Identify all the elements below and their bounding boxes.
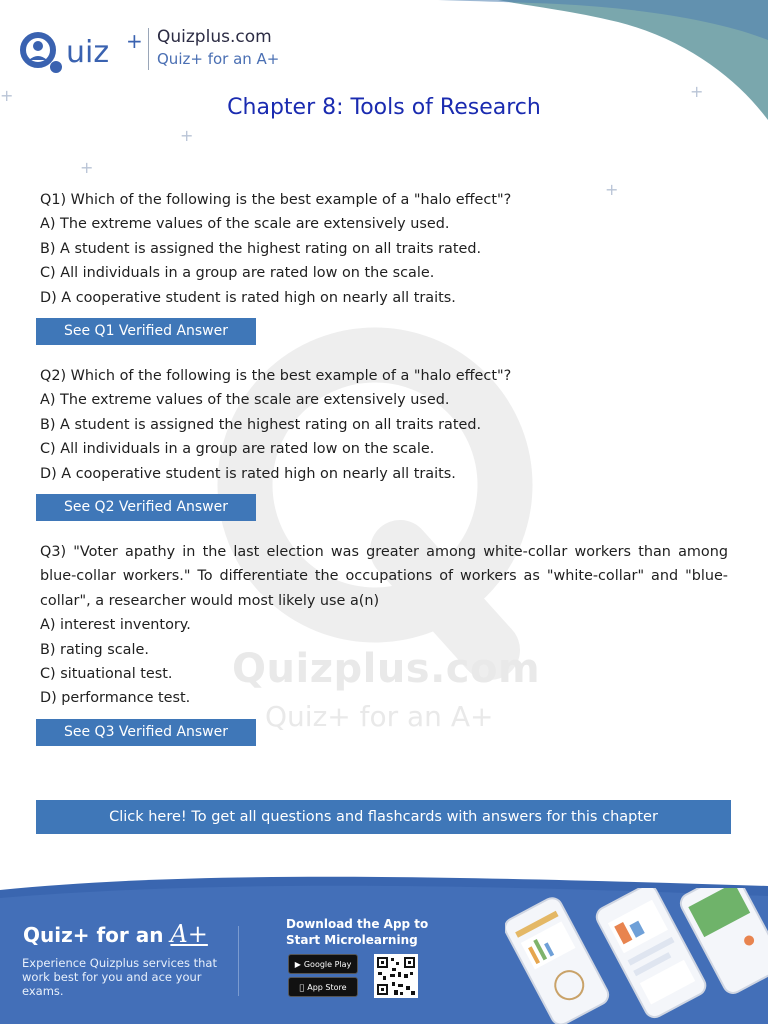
watermark-tagline: Quiz+ for an A+ xyxy=(265,700,494,733)
svg-text:+: + xyxy=(126,29,143,53)
question-text: Q1) Which of the following is the best example of a "halo effect"? xyxy=(40,192,512,208)
answer-option: B) rating scale. xyxy=(40,641,149,658)
question-block-2 xyxy=(40,364,728,521)
quizplus-logo[interactable] xyxy=(16,26,150,76)
footer-banner xyxy=(0,870,768,1024)
brand-block xyxy=(157,26,279,70)
answer-option: A) interest inventory. xyxy=(40,617,191,634)
answer-option: B) A student is assigned the highest rating on all traits rated. xyxy=(40,240,482,257)
app-store-label: App Store xyxy=(304,982,345,992)
qr-code-icon[interactable] xyxy=(374,954,418,998)
answer-option: A) The extreme values of the scale are extensively used. xyxy=(40,392,450,409)
app-phones-illustration xyxy=(505,888,768,1024)
google-play-icon: ▶ xyxy=(294,959,301,969)
answer-option: D) A cooperative student is rated high on nearly all traits. xyxy=(40,289,456,306)
apple-icon xyxy=(299,983,304,992)
see-q3-answer-button[interactable]: See Q3 Verified Answer xyxy=(36,719,256,746)
plus-decoration-icon: + xyxy=(690,82,704,101)
plus-decoration-icon: + xyxy=(0,86,14,105)
quizplus-logo-icon xyxy=(16,26,150,76)
chapter-title: Chapter 8: Tools of Research xyxy=(227,95,541,120)
footer-slogan-aplus: A+ xyxy=(170,920,208,948)
see-q2-answer-button[interactable]: See Q2 Verified Answer xyxy=(36,494,256,521)
footer-slogan xyxy=(23,920,208,948)
answer-option: C) All individuals in a group are rated low on the scale. xyxy=(40,265,435,282)
question-text: Q2) Which of the following is the best example of a "halo effect"? xyxy=(40,368,512,384)
watermark-name: Quizplus.com xyxy=(232,646,541,692)
question-text: Q3) "Voter apathy in the last election was greater among white-collar workers than among blue-collar workers." To differentiate the occupations of workers as "white-collar" and "blue-collar", a researcher would most likely use a(n) xyxy=(40,544,728,609)
question-block-3 xyxy=(40,540,728,746)
footer-description: Experience Quizplus services that work best for you and ace your exams. xyxy=(22,956,217,998)
plus-decoration-icon: + xyxy=(605,180,619,199)
download-app-text: Download the App to Start Microlearning xyxy=(286,917,429,947)
google-play-label: Google Play xyxy=(303,959,352,969)
svg-text:uiz: uiz xyxy=(66,35,110,70)
question-block-1 xyxy=(40,188,728,345)
footer-divider xyxy=(238,926,239,996)
plus-decoration-icon: + xyxy=(80,158,94,177)
brand-tagline: Quiz+ for an A+ xyxy=(157,50,280,68)
google-play-button[interactable] xyxy=(288,954,358,974)
brand-name: Quizplus.com xyxy=(157,27,272,47)
header-divider xyxy=(148,28,149,70)
app-store-button[interactable] xyxy=(288,977,358,997)
see-q1-answer-button[interactable]: See Q1 Verified Answer xyxy=(36,318,256,345)
get-all-questions-button[interactable]: Click here! To get all questions and flashcards with answers for this chapter xyxy=(36,800,731,834)
answer-option: C) situational test. xyxy=(40,666,173,683)
answer-option: C) All individuals in a group are rated low on the scale. xyxy=(40,441,435,458)
answer-option: A) The extreme values of the scale are extensively used. xyxy=(40,216,450,233)
footer-slogan-prefix: Quiz+ for an xyxy=(23,923,171,947)
answer-option: D) A cooperative student is rated high on nearly all traits. xyxy=(40,465,456,482)
plus-decoration-icon: + xyxy=(180,126,194,145)
answer-option: D) performance test. xyxy=(40,690,191,707)
answer-option: B) A student is assigned the highest rating on all traits rated. xyxy=(40,416,482,433)
